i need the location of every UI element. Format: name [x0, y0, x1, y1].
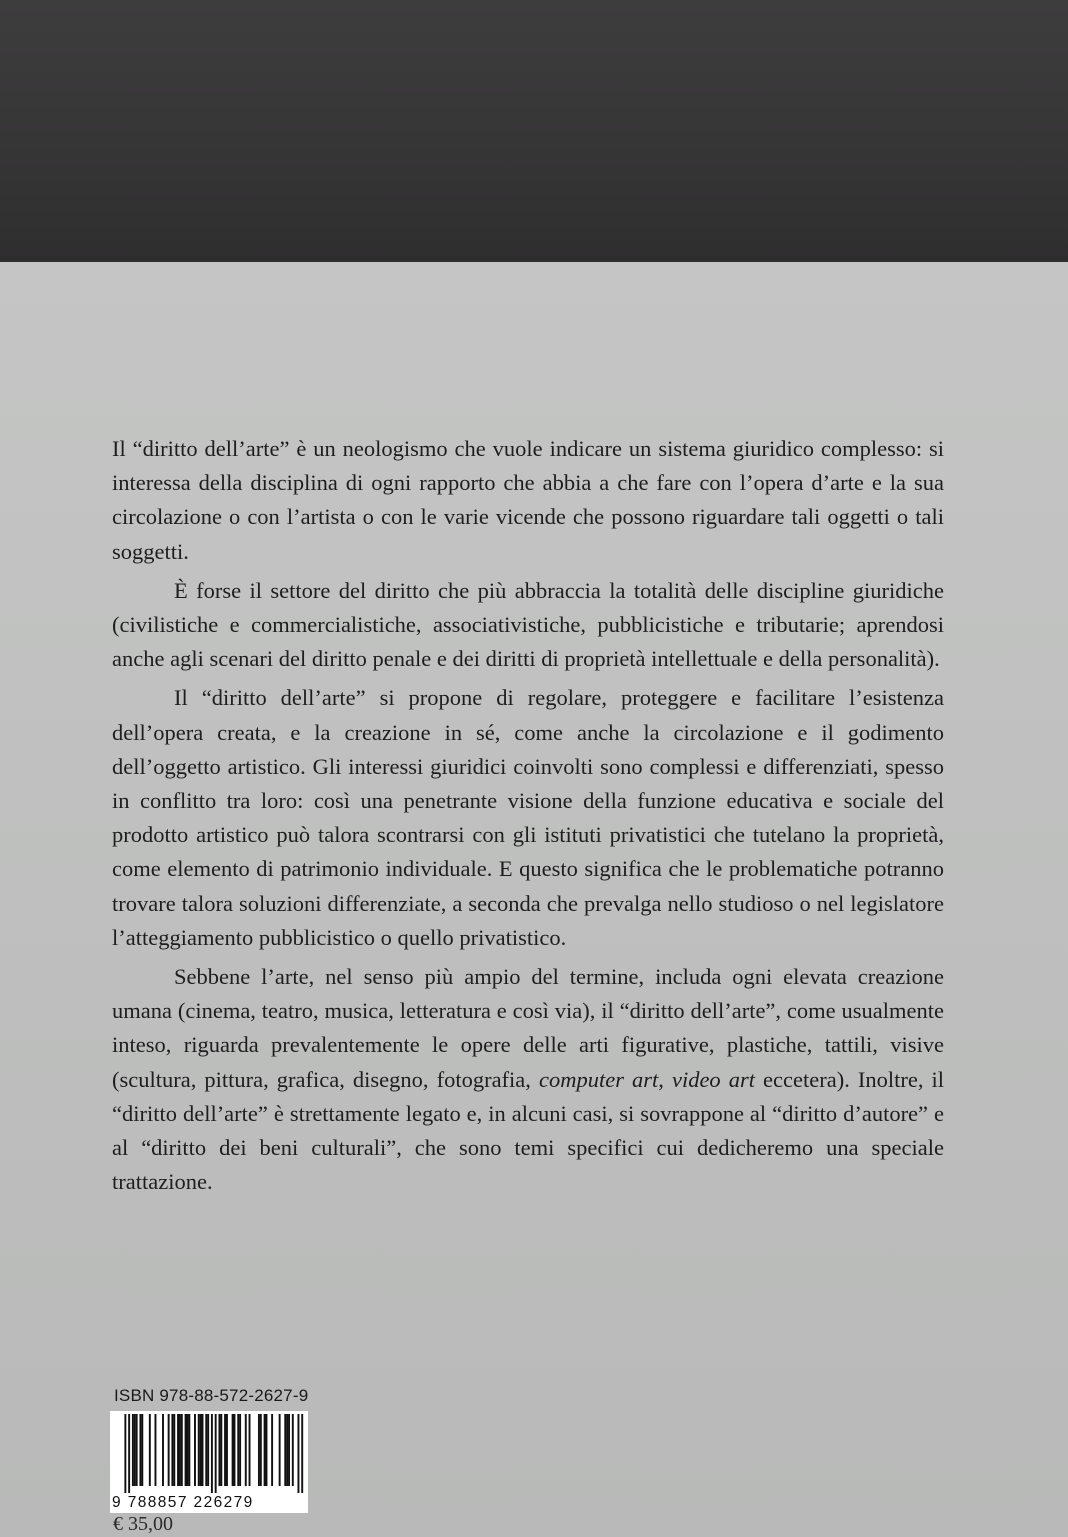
barcode-bar	[260, 1414, 262, 1486]
barcode-bar	[245, 1414, 247, 1486]
barcode-bar	[284, 1414, 286, 1486]
paragraph-text: ,	[658, 1066, 672, 1092]
barcode-bar	[288, 1414, 290, 1486]
barcode-bar	[258, 1414, 260, 1486]
barcode-bar	[177, 1414, 179, 1486]
barcode-bar	[173, 1414, 175, 1486]
barcode-bar	[232, 1414, 234, 1486]
barcode-bar	[264, 1414, 266, 1486]
price-label: € 35,00	[113, 1513, 173, 1535]
barcode	[110, 1411, 308, 1513]
barcode-bar	[249, 1414, 251, 1486]
barcode-bar	[279, 1414, 281, 1486]
barcode-bar	[271, 1414, 273, 1486]
barcode-bar	[134, 1414, 136, 1486]
paragraph-text: Sebbene l’arte, nel senso più ampio del termine, includa ogni elevata creazione umana (cinema, teatro, musica, letteratura e così via), il “diritto dell’arte”, come usualmente inteso, riguarda prevalentemente le opere delle arti figurative, plastiche, tattili, visive (scultura, pittura, grafica, disegno, fotografia,	[112, 964, 944, 1092]
barcode-bar	[301, 1414, 303, 1493]
barcode-bar	[188, 1414, 190, 1486]
barcode-bar	[215, 1414, 217, 1493]
barcode-bar	[186, 1414, 188, 1486]
barcode-bar	[139, 1414, 141, 1486]
barcode-bar	[266, 1414, 268, 1486]
barcode-bar	[132, 1414, 134, 1486]
barcode-bar	[202, 1414, 204, 1486]
barcode-bar	[297, 1414, 299, 1493]
back-cover-blurb	[112, 432, 944, 1204]
barcode-bar	[239, 1414, 241, 1486]
barcode-bar	[168, 1414, 170, 1486]
barcode-bar	[155, 1414, 157, 1486]
barcode-bar	[205, 1414, 207, 1486]
barcode-bar	[286, 1414, 288, 1486]
barcode-bar	[224, 1414, 226, 1486]
barcode-bar	[220, 1414, 222, 1486]
barcode-bar	[218, 1414, 220, 1486]
barcode-bar	[171, 1414, 173, 1486]
barcode-bar	[237, 1414, 239, 1486]
barcode-bar	[194, 1414, 196, 1486]
barcode-bar	[141, 1414, 143, 1486]
barcode-bars	[115, 1411, 305, 1493]
barcode-bar	[149, 1414, 151, 1486]
paragraph-text: Il “diritto dell’arte” è un neologismo che vuole indicare un sistema giuridico complesso: si interessa della disciplina di ogni rapporto che abbia a che fare con l’opera d’arte e la sua circolazione o con l’artista o con le varie vicende che possono riguardare tali oggetti o tali soggetti.	[112, 436, 944, 564]
barcode-digits: 9 788857 226279	[112, 1494, 254, 1511]
isbn-barcode-block	[110, 1386, 310, 1513]
paragraph-text: eccetera). Inoltre, il “diritto dell’arte” è strettamente legato e, in alcuni casi, si sovrappone al “diritto d’autore” e al “diritto dei beni culturali”, che sono temi specifici cui dedicheremo una speciale trattazione.	[112, 1066, 945, 1195]
blurb-paragraph-3	[112, 681, 944, 955]
blurb-paragraph-2	[112, 574, 944, 677]
barcode-bar	[181, 1414, 183, 1486]
barcode-bar	[179, 1414, 181, 1486]
barcode-bar	[200, 1414, 202, 1486]
barcode-bar	[124, 1414, 126, 1493]
barcode-bar	[128, 1414, 130, 1493]
paragraph-text: Il “diritto dell’arte” si propone di regolare, proteggere e facilitare l’esistenza dell’opera creata, e la creazione in sé, come anche la circolazione e il godimento dell’oggetto artistico. Gli interessi giuridici coinvolti sono complessi e differenziati, spesso in conflitto tra loro: così una penetrante visione della funzione educativa e sociale del prodotto artistico può talora scontrarsi con gli istituti privatistici che tutelano la proprietà, come elemento di patrimonio individuale. E questo significa che le problematiche potranno trovare talora soluzioni differenziate, a seconda che prevalga nello studioso o nel legislatore l’atteggiamento pubblicistico o quello privatistico.	[112, 685, 944, 950]
barcode-bar	[185, 1414, 187, 1486]
barcode-bar	[292, 1414, 294, 1486]
dark-top-band	[0, 0, 1068, 262]
barcode-bar	[162, 1414, 164, 1486]
blurb-paragraph-4	[112, 960, 944, 1199]
isbn-label: ISBN 978-88-572-2627-9	[114, 1386, 309, 1405]
barcode-bar	[198, 1414, 200, 1486]
barcode-bar	[207, 1414, 209, 1486]
italic-term: computer art	[538, 1066, 659, 1092]
blurb-paragraph-1	[112, 432, 944, 569]
barcode-bar	[211, 1414, 213, 1493]
barcode-bar	[234, 1414, 236, 1486]
italic-term: video art	[671, 1066, 755, 1092]
barcode-bar	[136, 1414, 138, 1486]
barcode-bar	[226, 1414, 228, 1486]
paragraph-text: È forse il settore del diritto che più abbraccia la totalità delle discipline giuridiche (civilistiche e commercialistiche, associativistiche, pubblicistiche e tributarie; aprendosi anche agli scenari del diritto penale e dei diritti di proprietà intellettuale e della personalità).	[112, 577, 944, 672]
